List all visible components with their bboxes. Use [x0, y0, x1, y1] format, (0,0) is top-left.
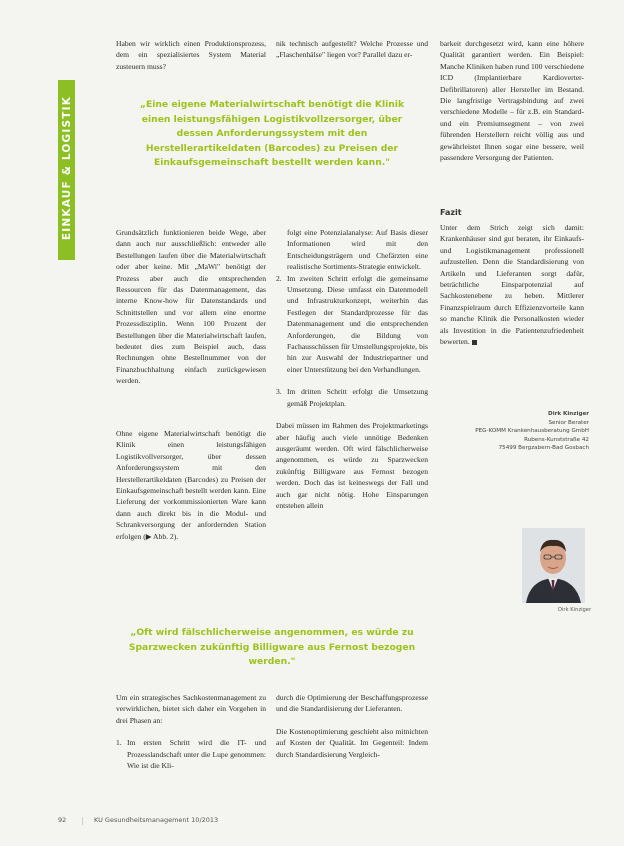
author-role: Senior Berater	[548, 419, 589, 426]
page-number: 92	[58, 816, 67, 824]
col1-top-text: Haben wir wirklich einen Produktionsprozess, dem ein spezialisiertes System Material zusteuern muss?	[116, 39, 266, 71]
col2-intro: folgt eine Potenzialanalyse: Auf Basis dieser Informationen wird mit den Entscheidungsträgern und Chefärzten eine realistische Sortiments-Strategie entwickelt.	[287, 228, 428, 272]
list-item-1	[116, 737, 266, 771]
portrait-illustration	[522, 528, 585, 603]
author-name: Dirk Kinziger	[548, 411, 589, 417]
pull-quote-1: „Eine eigene Materialwirtschaft benötigt die Klinik einen leistungsfähigen Logistikvollzersorger, über dessen Anforderungssystem mit den Herstellerartikeldaten (Barcodes) zu Preisen der Einkaufsgemeinschaft bestellt werden kann."	[139, 99, 405, 169]
author-photo	[522, 528, 585, 603]
fazit-heading: Fazit	[440, 208, 462, 217]
footer-divider	[82, 817, 83, 825]
list-text: Im ersten Schritt wird die IT- und Prozesslandschaft unter die Lupe genommen: Wie ist die Kli-	[127, 738, 266, 771]
end-mark-icon	[472, 340, 477, 345]
bottom-right	[276, 692, 428, 760]
col1-bottom-text: Ohne eigene Materialwirtschaft benötigt die Klinik einen leistungsfähigen Logistikvollversorger, über dessen Anforderungssystem mit den Herstellerartikeldaten (Barcodes) zu Preisen der Einkaufsgemeinschaft bestellt werden kann. Eine Lieferung der vorkommissionierten Ware kann dann auch direkt bis in die Modul- und Schrankversorgung der anfordernden Station erfolgen (▶ Abb. 2).	[116, 429, 266, 541]
bottom-left-intro: Um ein strategisches Sachkostenmanagement zu verwirklichen, bietet sich daher ein Vorgehen in drei Phasen an:	[116, 693, 266, 725]
list-number: 2.	[276, 273, 282, 283]
list-item-3	[276, 386, 428, 409]
list-item-2	[276, 273, 428, 376]
bottom-right-p1: durch die Optimierung der Beschaffungsprozesse und die Standardisierung der Lieferanten.	[276, 693, 428, 714]
fazit-body: Unter dem Strich zeigt sich damit: Krankenhäuser sind gut beraten, ihr Einkaufs- und Logistikmanagement professionell aufzustellen. Denn die Standardisierung von Artikeln und Lieferanten sorgt dafür, beträchtliche Einsparpotenzial auf Sachkostenebene zu heben. Mittlerer Finanzspielraum durch Effizienzvorteile kann so manche Klinik die Personalkosten wieder als Investition in die Patientenzufriedenheit bewerten.	[440, 223, 584, 347]
col2-bottom-text: Dabei müssen im Rahmen des Projektmarketings aber häufig auch viele unnötige Bedenken ausgeräumt werden. Oft wird fälschlicherweise angenommen, es würde zu Sparzwecken zukünftig Billigware aus Fernost bezogen werden. Doch das ist keineswegs der Fall und auch gar nicht nötig. Hohe Einsparungen entstehen allein	[276, 421, 428, 510]
fazit-text	[440, 222, 584, 347]
col3-top-text: barkeit durchgesetzt wird, kann eine höhere Qualität garantiert werden. Ein Beispiel: Manche Kliniken haben rund 100 verschiedene ICD (Implantierbare Kardioverter-Defibrillatoren) aller Hersteller im Bestand. Die langfristige Vertragsbindung auf zwei verschiedene Modelle – für z.B. ein Standard- und ein Premiumsegment – von zwei führenden Herstellern reicht völlig aus und gewährleistet Ihnen sogar eine bessere, weil passendere Versorgung der Patienten.	[440, 39, 584, 163]
bottom-left	[116, 692, 266, 771]
author-block	[475, 410, 589, 453]
list-number: 3.	[276, 387, 282, 397]
photo-caption: Dirk Kinziger	[558, 607, 592, 613]
list-number: 1.	[116, 738, 122, 748]
pull-quote-2: „Oft wird fälschlicherweise angenommen, es würde zu Sparzwecken zukünftig Billigware aus Fernost bezogen werden."	[128, 627, 416, 668]
col2-mid	[276, 227, 428, 511]
author-org: PEG-KOMM Krankenhausberatung GmbH	[475, 428, 589, 435]
footer-publication: KU Gesundheitsmanagement 10/2013	[94, 816, 219, 824]
col1-mid-text: Grundsätzlich funktionieren beide Wege, aber dann auch nur ausschließlich: entweder alle Bestellungen laufen über die Materialwirtschaft oder aber keine. Mit „MaWi" benötigt der Prozess aber auch die entsprechenden Ressourcen für das Datenmanagement, das interne Know-how für Datenstandards und Schnittstellen und vor allem eine enorme Prozessdisziplin. Wenn 100 Prozent der Bestellungen über die Materialwirtschaft laufen, bedeutet dies zum Beispiel auch, dass Rechnungen ohne Bestellnummer von der Finanzbuchhaltung einfach zurückgewiesen werden.	[116, 228, 266, 386]
list-text: Im zweiten Schritt erfolgt die gemeinsame Umsetzung. Diese umfasst ein Datenmodell und Infrastrukturkonzept, weiterhin das Festlegen der Standardprozesse für das Datenmanagement und die entsprechenden Anforderungen, die Bildung von Fachausschüssen für Umstellungsprojekte, bis hin zur Auswahl der Industriepartner und einer Unterstützung bei den Verhandlungen.	[287, 273, 428, 374]
bottom-right-p2: Die Kostenoptimierung geschieht also mitnichten auf Kosten der Qualität. Im Gegenteil: Indem durch Standardisierung Vergleich-	[276, 726, 428, 759]
col2-top-text: nik technisch aufgestellt? Welche Prozesse und „Flaschenhälse" liegen vor? Parallel dazu er-	[276, 39, 428, 60]
author-city: 75499 Bergzabern-Bad Gosbach	[498, 445, 589, 452]
author-street: Rubens-Kunststraße 42	[524, 436, 589, 443]
list-text: Im dritten Schritt erfolgt die Umsetzung gemäß Projektplan.	[287, 387, 428, 408]
section-label: EINKAUF & LOGISTIK	[61, 95, 73, 241]
